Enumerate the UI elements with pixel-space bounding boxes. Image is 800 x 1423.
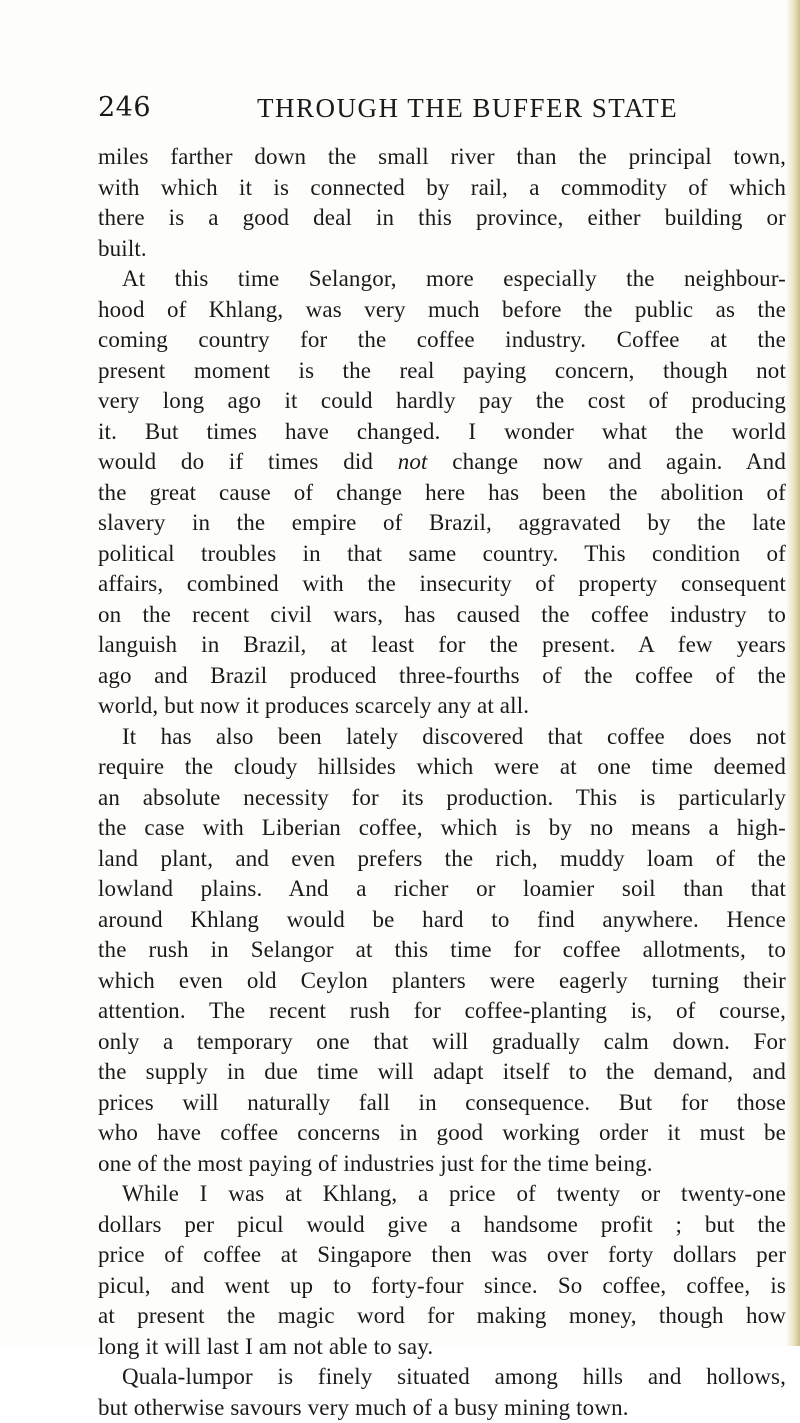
text-line: long it will last I am not able to say. [98, 1332, 786, 1363]
text-line: but otherwise savours very much of a busy mining town. [98, 1393, 786, 1423]
text-line: who have coffee concerns in good working order it must be [98, 1118, 786, 1149]
text-line [98, 447, 786, 478]
text-line: land plant, and even prefers the rich, muddy loam of the [98, 844, 786, 875]
text-line: the supply in due time will adapt itself to the demand, and [98, 1057, 786, 1088]
text-line: It has also been lately discovered that coffee does not [98, 722, 786, 753]
text-line: prices will naturally fall in consequence. But for those [98, 1088, 786, 1119]
page-header [98, 92, 788, 132]
text-line: at present the magic word for making money, though how [98, 1301, 786, 1332]
text-line: slavery in the empire of Brazil, aggravated by the late [98, 508, 786, 539]
text-line: the great cause of change here has been the abolition of [98, 478, 786, 509]
text-line: price of coffee at Singapore then was over forty dollars per [98, 1240, 786, 1271]
text-line: Quala-lumpor is finely situated among hills and hollows, [98, 1362, 786, 1393]
text-line: lowland plains. And a richer or loamier soil than that [98, 874, 786, 905]
text-line: At this time Selangor, more especially the neighbour- [98, 264, 786, 295]
text-line: languish in Brazil, at least for the present. A few years [98, 630, 786, 661]
text-line: an absolute necessity for its production. This is particularly [98, 783, 786, 814]
text-line: ago and Brazil produced three-fourths of the coffee of the [98, 661, 786, 692]
text-line: picul, and went up to forty-four since. So coffee, coffee, is [98, 1271, 786, 1302]
italic-word: not [398, 449, 428, 474]
text-line: on the recent civil wars, has caused the coffee industry to [98, 600, 786, 631]
text-line: the rush in Selangor at this time for coffee allotments, to [98, 935, 786, 966]
text-line: attention. The recent rush for coffee-planting is, of course, [98, 996, 786, 1027]
page-number: 246 [98, 92, 151, 124]
text-line: the case with Liberian coffee, which is by no means a high- [98, 813, 786, 844]
text-line: dollars per picul would give a handsome profit ; but the [98, 1210, 786, 1241]
text-line: very long ago it could hardly pay the cost of producing [98, 386, 786, 417]
text-line: affairs, combined with the insecurity of property consequent [98, 569, 786, 600]
text-line: there is a good deal in this province, either building or [98, 203, 786, 234]
text-line: built. [98, 234, 786, 265]
text-line: While I was at Khlang, a price of twenty or twenty-one [98, 1179, 786, 1210]
text-line: around Khlang would be hard to find anywhere. Hence [98, 905, 786, 936]
text-line: world, but now it produces scarcely any at all. [98, 691, 786, 722]
text-line: which even old Ceylon planters were eagerly turning their [98, 966, 786, 997]
text-segment: change now and again. And [428, 449, 786, 474]
text-line: with which it is connected by rail, a commodity of which [98, 173, 786, 204]
text-line: require the cloudy hillsides which were at one time deemed [98, 752, 786, 783]
text-line: only a temporary one that will gradually calm down. For [98, 1027, 786, 1058]
text-segment: would do if times did [98, 449, 398, 474]
page-edge-shading [786, 0, 800, 1346]
text-line: hood of Khlang, was very much before the public as the [98, 295, 786, 326]
text-line: miles farther down the small river than the principal town, [98, 142, 786, 173]
running-head: THROUGH THE BUFFER STATE [257, 92, 678, 124]
text-line: political troubles in that same country. This condition of [98, 539, 786, 570]
text-line: it. But times have changed. I wonder what the world [98, 417, 786, 448]
body-text [98, 142, 786, 1423]
text-line: present moment is the real paying concern, though not [98, 356, 786, 387]
text-line: coming country for the coffee industry. Coffee at the [98, 325, 786, 356]
text-line: one of the most paying of industries just for the time being. [98, 1149, 786, 1180]
